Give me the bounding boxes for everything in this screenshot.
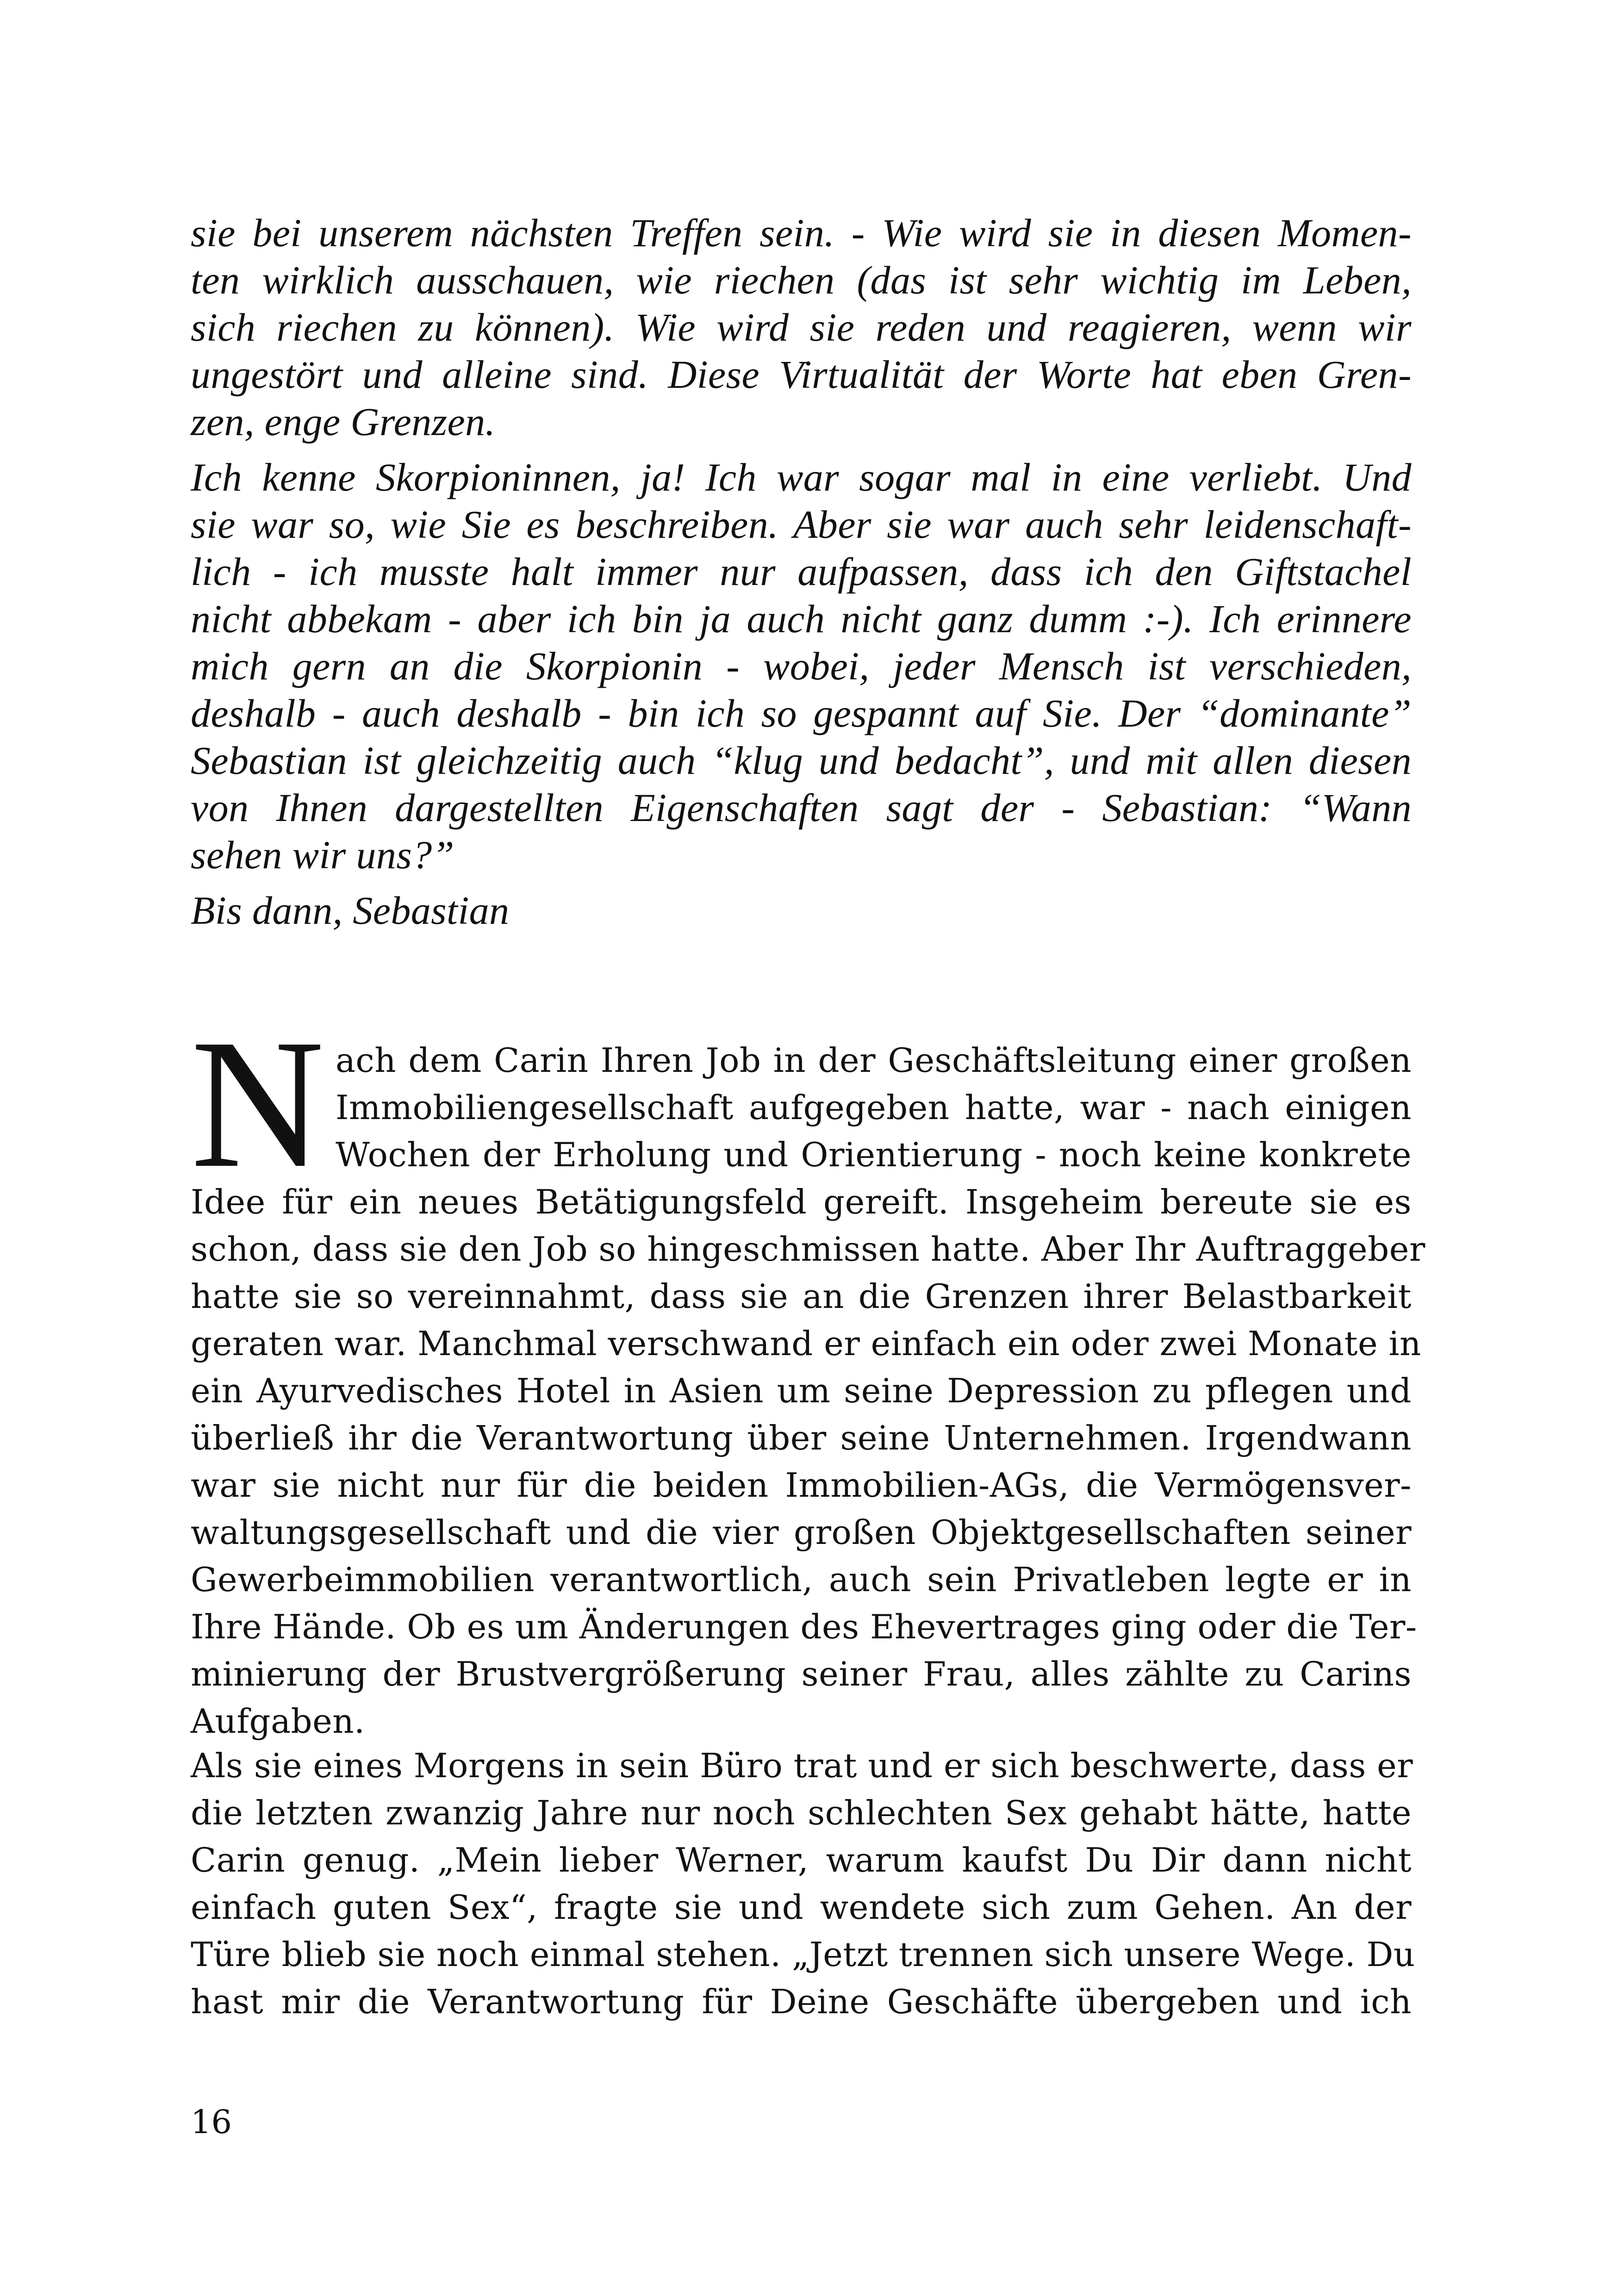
text-line: Wochen der Erholung und Orientierung - noch keine konkrete bbox=[336, 1135, 1412, 1174]
text-line: minierung der Brustvergrößerung seiner Frau, alles zählte zu Carins bbox=[191, 1655, 1412, 1693]
text-line: geraten war. Manchmal verschwand er einfach ein oder zwei Monate in bbox=[191, 1324, 1421, 1363]
text-line: schon, dass sie den Job so hingeschmissen hatte. Aber Ihr Auftraggeber bbox=[191, 1230, 1425, 1269]
text-line: sie bei unserem nächsten Treffen sein. - Wie wird sie in diesen Momen- bbox=[191, 211, 1412, 255]
text-line: Immobiliengesellschaft aufgegeben hatte, war - nach einigen bbox=[336, 1088, 1412, 1127]
text-line: Ihre Hände. Ob es um Änderungen des Ehevertrages ging oder die Ter- bbox=[191, 1607, 1417, 1646]
text-line: nicht abbekam - aber ich bin ja auch nicht ganz dumm :-). Ich erinnere bbox=[191, 597, 1412, 641]
letter-paragraph-2 bbox=[191, 454, 1412, 878]
text-line: sehen wir uns?” bbox=[191, 833, 454, 877]
signature-line: Bis dann, Sebastian bbox=[191, 888, 510, 933]
text-line: überließ ihr die Verantwortung über seine Unternehmen. Irgendwann bbox=[191, 1419, 1412, 1457]
text-line: von Ihnen dargestellten Eigenschaften sagt der - Sebastian: “Wann bbox=[191, 785, 1412, 830]
letter-signature bbox=[191, 887, 1412, 934]
text-line: hast mir die Verantwortung für Deine Geschäfte übergeben und ich bbox=[191, 1982, 1412, 2021]
text-line: einfach guten Sex“, fragte sie und wendete sich zum Gehen. An der bbox=[191, 1888, 1412, 1927]
text-line: zen, enge Grenzen. bbox=[191, 399, 496, 444]
text-line: mich gern an die Skorpionin - wobei, jeder Mensch ist verschieden, bbox=[191, 644, 1412, 688]
text-line: Türe blieb sie noch einmal stehen. „Jetzt trennen sich unsere Wege. Du bbox=[191, 1935, 1415, 1974]
chapter-paragraph-1-body bbox=[191, 1178, 1425, 1745]
text-line: Ich kenne Skorpioninnen, ja! Ich war sogar mal in eine verliebt. Und bbox=[191, 455, 1412, 499]
text-line: ach dem Carin Ihren Job in der Geschäftsleitung einer großen bbox=[336, 1041, 1412, 1080]
text-line: ein Ayurvedisches Hotel in Asien um seine Depression zu pflegen und bbox=[191, 1371, 1412, 1410]
text-line: deshalb - auch deshalb - bin ich so gespannt auf Sie. Der “dominante” bbox=[191, 691, 1412, 735]
text-line: Sebastian ist gleichzeitig auch “klug und bedacht”, und mit allen diesen bbox=[191, 738, 1412, 783]
text-line: Gewerbeimmobilien verantwortlich, auch sein Privatleben legte er in bbox=[191, 1560, 1412, 1599]
text-line: ungestört und alleine sind. Diese Virtualität der Worte hat eben Gren- bbox=[191, 352, 1412, 397]
text-line: Aufgaben. bbox=[191, 1702, 365, 1741]
text-line: die letzten zwanzig Jahre nur noch schlechten Sex gehabt hätte, hatte bbox=[191, 1793, 1412, 1832]
page-number: 16 bbox=[191, 2103, 232, 2141]
chapter-paragraph-1-opening bbox=[336, 1037, 1412, 1178]
letter-paragraph-1 bbox=[191, 209, 1412, 445]
text-line: lich - ich musste halt immer nur aufpassen, dass ich den Giftstachel bbox=[191, 549, 1412, 594]
text-line: sie war so, wie Sie es beschreiben. Aber sie war auch sehr leidenschaft- bbox=[191, 502, 1412, 547]
text-line: hatte sie so vereinnahmt, dass sie an die Grenzen ihrer Belastbarkeit bbox=[191, 1277, 1412, 1316]
text-line: Idee für ein neues Betätigungsfeld gereift. Insgeheim bereute sie es bbox=[191, 1182, 1412, 1221]
drop-cap: N bbox=[191, 1001, 324, 1206]
chapter-paragraph-2 bbox=[191, 1742, 1415, 2025]
text-line: Carin genug. „Mein lieber Werner, warum kaufst Du Dir dann nicht bbox=[191, 1841, 1412, 1879]
drop-cap-container bbox=[191, 1001, 330, 1206]
text-line: war sie nicht nur für die beiden Immobilien-AGs, die Vermögensver- bbox=[191, 1466, 1412, 1505]
text-line: waltungsgesellschaft und die vier großen Objektgesellschaften seiner bbox=[191, 1513, 1412, 1552]
text-line: Als sie eines Morgens in sein Büro trat und er sich beschwerte, dass er bbox=[191, 1746, 1413, 1785]
text-line: sich riechen zu können). Wie wird sie reden und reagieren, wenn wir bbox=[191, 305, 1412, 349]
text-line: ten wirklich ausschauen, wie riechen (das ist sehr wichtig im Leben, bbox=[191, 258, 1412, 302]
